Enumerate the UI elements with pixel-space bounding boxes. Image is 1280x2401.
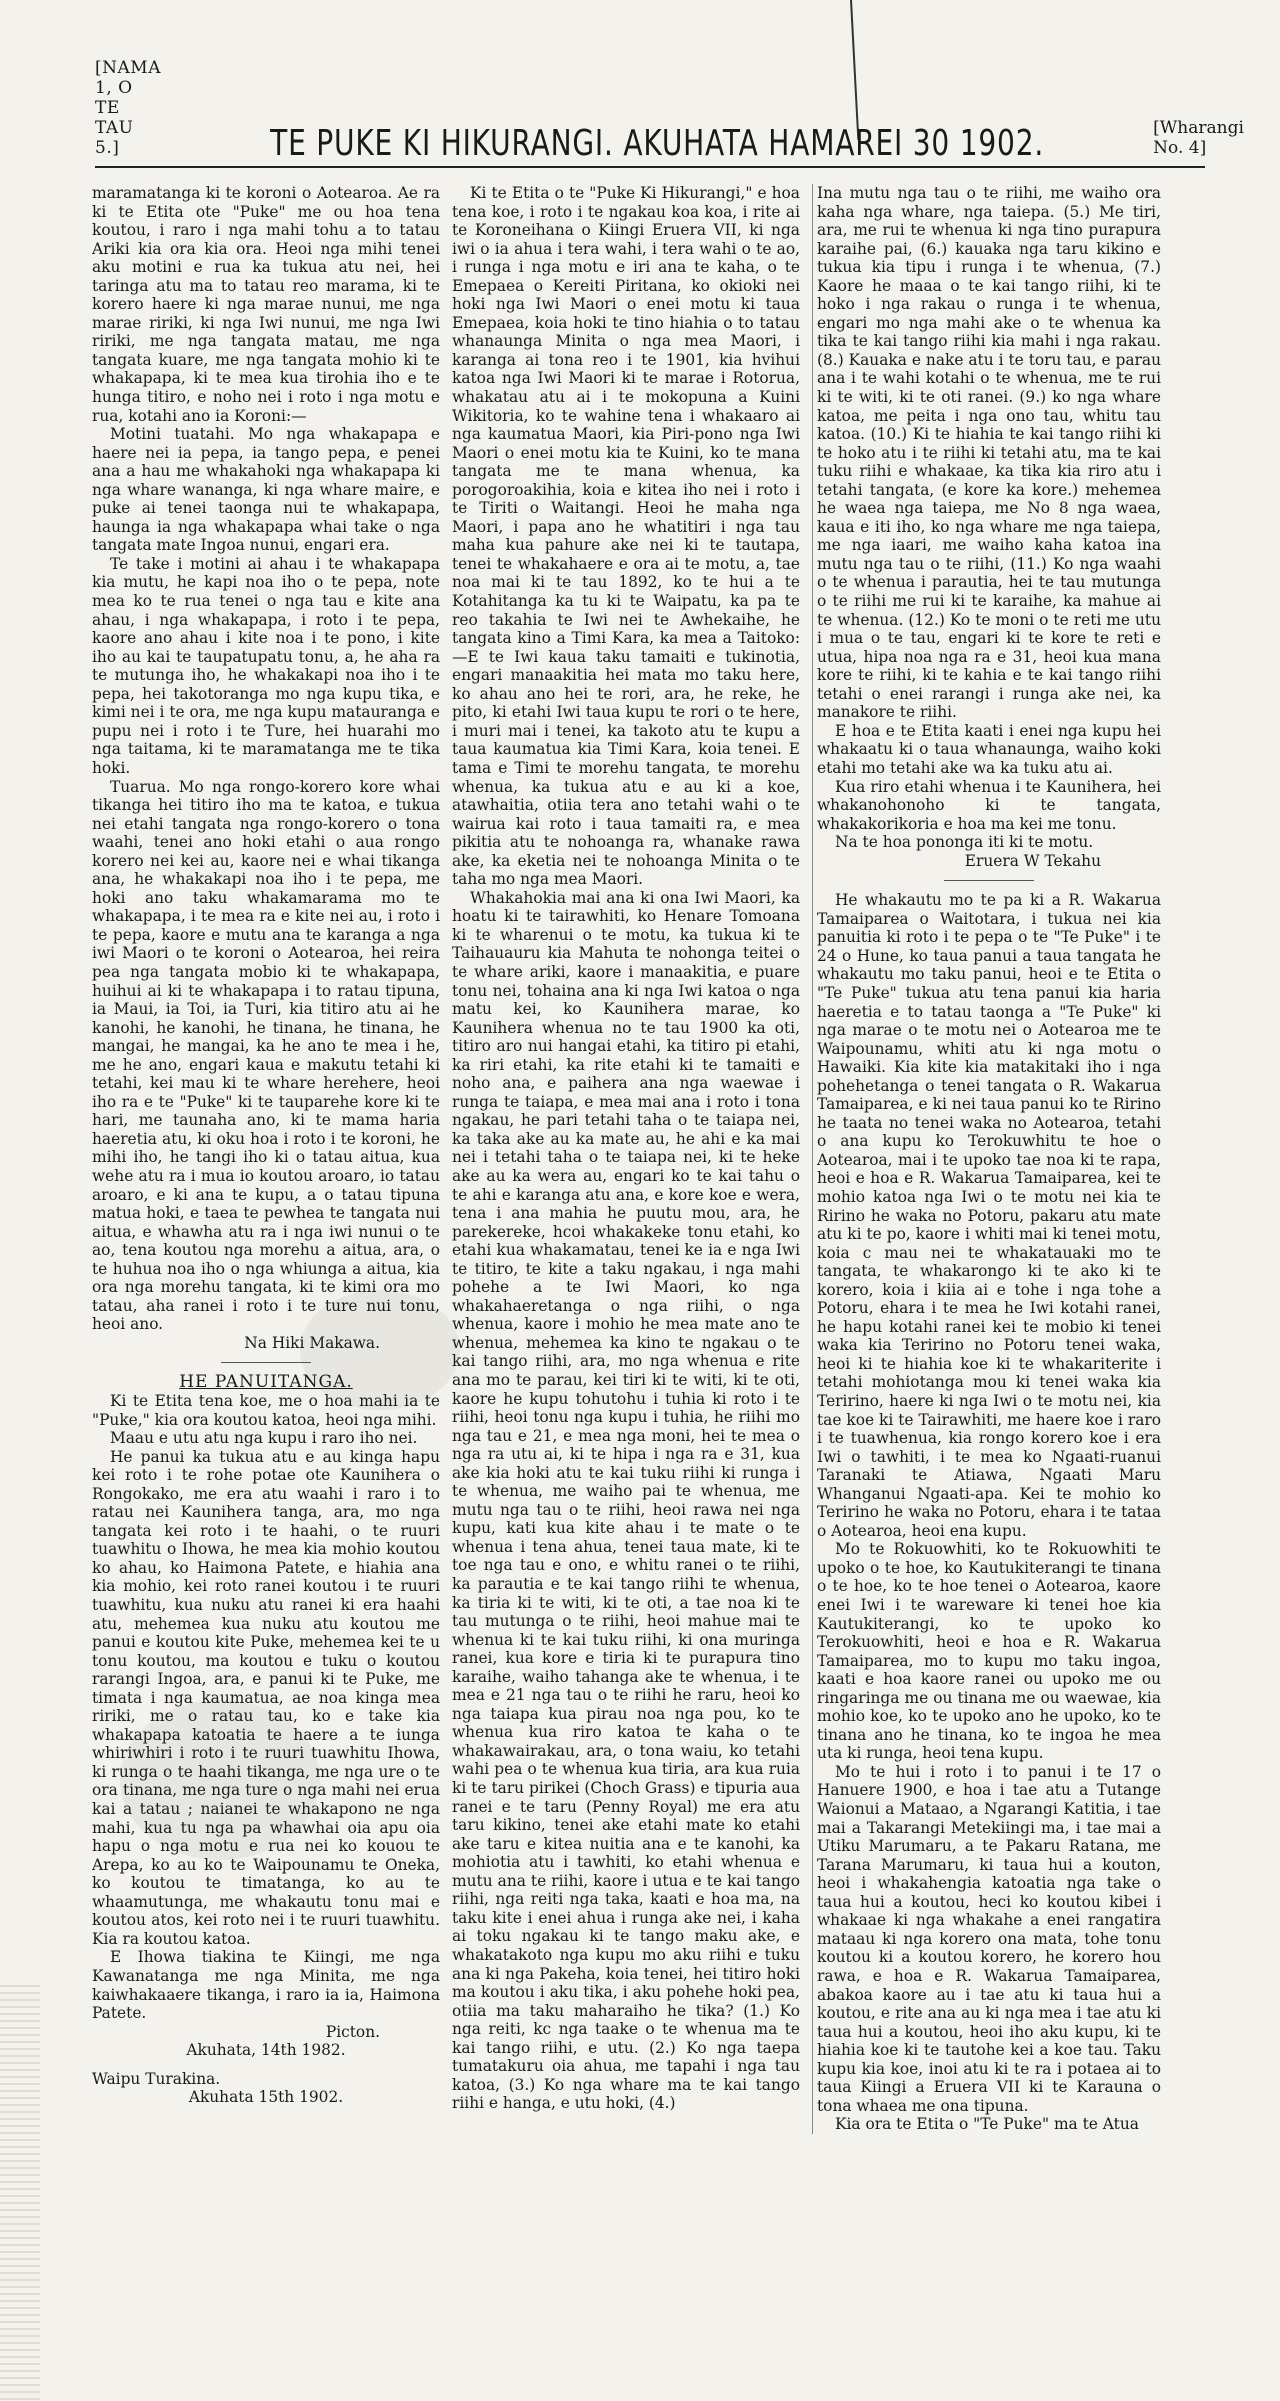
article-paragraph: Tuarua. Mo nga rongo-korero kore whai tikanga hei titiro iho ma te katoa, e tukua nei etahi tangata nga rongo-korero o tona waahi, tenei ano hoki etahi o aua rongo korero nei kei au, kaore nei e whai tikanga ana, he whakakapi noa iho i te pepa, me hoki ano taku whakamarama mo te whakapapa, i te mea ra e kite nei au, i roto i te pepa, kaore e mutu ana te karanga a nga iwi Maori o te koroni o Aotearoa, hei reira pea nga tangata mobio ki te whakapapa, huihui ai ki te whakapapa i to ratau tipuna, ia Maui, ia Toi, ia Turi, kia titiro atu ai he kanohi, he kanohi, he tinana, he tinana, he mangai, he mangai, ka he ano te mea i he, me he ano, engari kaua e makutu tetahi ki tetahi, kei mau ki te whare herehere, heoi iho ra e te "Puke" ki te tauparehe kore ki te hari, me taunaha ano, ki te mama haria haeretia atu, ki oku hoa i roto i te koroni, he mihi iho, he tangi iho ki o tatau aitua, kua wehe atu ra i mua io koutou aroaro, io tatau aroaro, e ki ana te kupu, a o tatau tipuna matua hoki, e taea te pewhea te tangata nui aitua, e whawha atu ra i nga iwi nunui o te ao, tena koutou nga morehu a aitua, ara, o te huhua noa iho o nga whiunga a aitua, kia ora nga morehu tangata, ki te kimi ora mo tatau, aha ranei i roto i te ture nui tonu, heoi ano.: [92, 777, 440, 1334]
section-heading: HE PANUITANGA.: [179, 1372, 353, 1393]
signature: Waipu Turakina.: [92, 2069, 221, 2088]
column-1: [92, 184, 440, 2107]
dateline: Akuhata, 14th 1982.: [186, 2041, 346, 2060]
article-paragraph: Kua riro etahi whenua i te Kaunihera, hei whakanohonoho ki te tangata, whakakorikoria e hoa ma kei me tonu.: [817, 777, 1161, 833]
article-paragraph: He panui ka tukua atu e au kinga hapu kei roto i te rohe potae ote Kaunihera o Rongokako, me era atu waahi i raro i to ratau nei Kaunihera tanga, ara, mo nga tangata kei roto i te haahi, o te ruuri tuawhitu o Ihowa, he mea kia mohio koutou ko ahau, ko Haimona Patete, e hiahia ana kia mohio, kei roto ranei koutou i te ruuri tuawhitu, kua nuku atu ranei ki era haahi atu, mehemea kua nuku atu koutou me panui e koutou kite Puke, mehemea kei te u tonu koutou, ma koutou e tuku o koutou rarangi Ingoa, ara, e panui ki te Puke, me timata i nga kaumatua, ae noa kinga mea ririki, me o ratau tau, ko e take kia whakapapa katoatia te haere a te iunga whiriwhiri i roto i te ruuri tuawhitu Ihowa, ki runga o te haahi tikanga, me nga ure o te ora tinana, me nga ture o nga mahi nei erua kai a tatau ; naianei te whakapono ne nga mahi, kua tu nga pa whawhai oia apu oia hapu o nga motu e rua nei ko kouou te Arepa, ko au ko te Waipounamu te Oneka, ko koutou te timatanga, ko au te whaamutunga, me whakautu tonu mai e koutou atos, kei roto nei i te ruuri tuawhitu. Kia ra koutou katoa.: [92, 1447, 440, 1948]
article-paragraph: Kia ora te Etita o "Te Puke" ma te Atua: [835, 2115, 1139, 2134]
article-paragraph: Ki te Etita o te "Puke Ki Hikurangi," e hoa tena koe, i roto i te ngakau koa koa, i rite ai te Koroneihana o Kiingi Eruera VII, ki nga iwi o ia ahua i tera wahi, i tera wahi o te ao, i runga i nga motu e iri ana te kaha, o te Emepaea o Kereiti Piritana, ko okioki nei hoki nga Iwi Maori o enei motu ki taua Emepaea, koia hoki te tino hiahia o to tatau whanaunga Minita o nga mea Maori, i karanga ai tona reo i te 1901, kia hvihui katoa nga Iwi Maori ki te marae i Rotorua, whakatau atu ai i te mokopuna a Kuini Wikitoria, ko te wahine tena i whakaaro ai nga kaumatua Maori, kia Piri-pono nga Iwi Maori o enei motu kia te Kuini, ko te mana tangata me te mana whenua, ka porogoroakihia, koia e kitea iho nei i roto i te Tiriti o Waitangi. Heoi he maha nga Maori, i papa ano he whatitiri i nga tau maha kua pahure ake nei ki te tautapa, tenei te whakahaere e ora ai te motu, a, tae noa mai ki te tau 1892, ko te hui a te Kotahitanga ka tu ki te Waipatu, ka pa te reo takahia te Iwi nei te Awhekaihe, he tangata kino a Timi Kara, ka mea a Taitoko:—E te Iwi kaua taku tamaiti e tukinotia, engari manaakitia hei mata mo taku here, ko ahau ano hei te rori, ara, he reke, he pito, ki etahi Iwi taua kupu te rori o te here, i muri mai i tenei, ka takoto atu te kupu a taua kaumatua kia Timi Kara, koia tenei. E tama e Timi te morehu tangata, te morehu whenua, ka tukua atu e au ki a koe, atawhaitia, otiia tera ano tetahi wahi o te wairua kai roto i taua tamaiti ra, e mea pikitia atu te nohoanga ra, whanake rawa ake, ka eketia nei te nohoanga Minita o te taha mo nga mea Maori.: [452, 184, 800, 889]
article-paragraph: He whakautu mo te pa ki a R. Wakarua Tamaiparea o Waitotara, i tukua nei kia panuitia ki roto i te pepa o te "Te Puke" i te 24 o Hune, ko taua panui a taua tangata he whakautu mo taku panui, heoi e te Etita o "Te Puke" tukua atu tena panui kia haria haeretia e to tatau taonga a "Te Puke" ki nga marae o te motu nei o Aotearoa me te Waipounamu, whiti atu ki nga motu o Hawaiki. Kia kite kia matakitaki iho i nga pohehetanga o tenei tangata o R. Wakarua Tamaiparea, e ki nei taua panui ko te Ririno he taata no tenei waka no Aotearoa, tetahi o ana kupu ko Terokuwhitu te hoe o Aotearoa, mai i te upoko tae noa ki te rapa, heoi e hoa e R. Wakarua Tamaiparea, kei te mohio katoa nga Iwi o te motu nei kia te Ririno he waka no Potoru, pakaru atu mate atu ki te po, kaore i whiti mai ki tenei motu, koia c mau nei te whakatauaki mo te tangata, te whakarongo ki te ako ki te korero, koia i kiia ai e tohe i nga tohe a Potoru, ehara i te mea he Iwi kotahi ranei, he hapu kotahi ranei kei te mobio ki tenei waka kia Teririno no Potoru tenei waka, heoi ki te hiahia koe ki te whakariterite i tetahi mohiotanga mou ki tenei waka kia Teririno, haere ki nga Iwi o te motu nei, kia tae koe ki te Tairawhiti, me haere koe i raro i te tuawhenua, kia rongo korero koe i era Iwi o tawhiti, i te mea ko Ngaati-ruanui Taranaki te Atiawa, Ngaati Maru Whanganui Ngaati-apa. Kei te mohio ko Teririno he waka no Potoru, ehara i te tataa o Aotearoa, heoi ena kupu.: [817, 891, 1161, 1540]
article-paragraph: Mo te hui i roto i to panui i te 17 o Hanuere 1900, e hoa i tae atu a Tutange Waionui a Mataao, a Ngarangi Katitia, i tae mai a Takarangi Metekiingi ma, i tae mai a Utiku Marumaru, a te Pakaru Ratana, me Tarana Marumaru, ki taua hui a kouton, heoi i whakahengia katoatia nga take o taua hui a koutou, heci ko koutou kibei i whakaae ki nga whakahe a enei rangatira mataau ki nga korero ona mata, tohe tonu koutou ki a koutou korero, he korero hou rawa, e hoa e R. Wakarua Tamaiparea, abakoa kaore au i tae atu ki taua hui a koutou, e rite ana au ki nga mea i tae atu ki taua hui a koutou, heoi iho aku kupu, ki te hiahia koe ki te tautohe kei a koe tau. Taku kupu kia koe, inoi atu ki te ra i potaea ai to taua Kiingi a Eruera VII ki te Karauna o tona whaea me ona tipuna.: [817, 1762, 1161, 2115]
article-paragraph: Whakahokia mai ana ki ona Iwi Maori, ka hoatu ki te tairawhiti, ko Henare Tomoana ki te wharenui o te motu, ka tukua ki te Taihauauru kia Mahuta te nohonga teitei o te whare ariki, kaore i manaakitia, e puare tonu nei, tohaina ana ki nga Iwi katoa o nga matu kei, ko Kaunihera marae, ko Kaunihera whenua no te tau 1900 ka oti, titiro aro nui hangai etahi, ka titiro pi etahi, ka riri etahi, ka rite etahi ki te tamaiti e noho ana, e paihera ana nga waewae i runga te taiapa, e mea mai ana i roto i tona ngakau, he pari tetahi taha o te taiapa nei, ka taka ake au ka mate au, he ahi e ka mai nei i tetahi taha o te taiapa nei, ki te heke ake au ka wera au, engari ko te kai tahu o te ahi e karanga atu ana, e kore koe e wera, tena i ana mahia he puutu mou, ara, he parekereke, hcoi whakakeke tonu etahi, ko etahi kua whakamatau, tenei ke ia e nga Iwi te titiro, te kite a taku ngakau, i nga mahi pohehe a te Iwi Maori, ko nga whakahaeretanga o nga riihi, o nga whenua, kaore i mohio he mea mate ano te whenua, mehemea ka kino te ngakau o te kai tango riihi, ara, mo nga whenua e rite ana mo te parau, kei tiri ki te witi, ki te oti, kaore he kupu tohutohu i tuhia ki roto i te riihi, heoi tonu nga kupu i tuhia, he riihi mo nga tau e 21, e mea nga moni, hei te mea o nga ra utu ai, ki te hipa i nga ra e 31, kua ake kia hoki atu te kai tuku riihi ki runga i te whenua, me waiho pai te whenua, me mutu nga tau o te riihi, heoi rawa nei nga kupu, kati kua kite ahau i te mate o te whenua i tena ahua, tenei taua mate, ki te toe nga tau e ono, e whitu ranei o te riihi, ka parautia e te kai tango riihi te whenua, ka tiria ki te witi, ki te oti, a tae noa ki te tau mutunga o te riihi, heoi mahue mai te whenua ki te kai tuku riihi, ki ona muringa ranei, kua kore e tiria ki te purapura tino karaihe, waiho tahanga ake te whenua, i te mea e 21 nga tau o te riihi he raru, heoi ko nga taiapa kua pirau noa nga pou, ko te whenua kua riro katoa te kaha o te whakawairakau, ara, o tona waiu, ko tetahi wahi pea o te whenua kua tiria, ara kua ruia ki te taru pirikei (Choch Grass) e tipuria aua ranei e te taru (Penny Royal) me era atu taru kikino, tenei ake etahi mate ko etahi ake taru e kitea nuitia ana e te kanohi, ka mohiotia atu i tawhiti, ko etahi whenua e mutu ana te riihi, kaore i utua e te kai tango riihi, nga reiti nga taka, kaati e hoa ma, na taku kite i enei ahua i runga ake nei, i kaha ai toku ngakau ki te tango maku ake, e whakatakoto nga kupu mo aku riihi e tuku ana ki nga Pakeha, koia tenei, hei titiro hoki ma koutou i aku tika, i aku pohehe hoki pea, otiia ma taku maharaiho he tika? (1.) Ko nga reiti, kc nga taake o te whenua ma te kai tango riihi, e utu. (2.) Ko nga taepa tumatakuru oia ahua, me tapahi i nga tau katoa, (3.) Ko nga whare ma te kai tango riihi e hanga, e utu hoki, (4.): [452, 888, 800, 2113]
divider: [944, 880, 1034, 881]
article-paragraph: Te take i motini ai ahau i te whakapapa kia mutu, he kapi noa iho o te pepa, note mea ko te rua tenei o nga tau e kite ana ahau, i nga whakapapa, i roto i te pepa, kaore ano ahau i kite noa i te pono, i kite iho au kai te taupatupatu tonu, a, he aha ra te mutunga iho, he whakakapi noa iho i te pepa, hei takotoranga mo nga kupu tika, e kimi nei i te ora, me nga kupu matauranga e pupu nei i roto i te Ture, hei huarahi mo nga taitama, ki te maramatanga me te tika hoki.: [92, 554, 440, 777]
signature: Picton.: [325, 2022, 380, 2041]
signature: Eruera W Tekahu: [964, 851, 1101, 870]
column-2: [452, 184, 800, 2113]
page-number: [Wharangi No. 4]: [1153, 118, 1244, 158]
article-paragraph: maramatanga ki te koroni o Aotearoa. Ae ra ki te Etita ote "Puke" me ou hoa tena koutou, i raro i nga mahi tohu a to tatau Ariki kia ora kia ora. Heoi nga mihi tenei aku motini e rua ka tukua atu nei, hei taringa atu ma to tatau reo marama, ki te korero haere ki nga marae nunui, me nga marae ririki, ki nga Iwi nunui, me nga Iwi ririki, me nga tangata matau, me nga tangata kuare, me nga tangata mohio ki te whakapapa, ki te mea kua tirohia iho e te hunga titiro, e noho nei i roto i nga motu e rua, kotahi ano ia Koroni:—: [92, 184, 440, 425]
torn-edge: [0, 1980, 40, 2400]
article-paragraph: Mo te Rokuowhiti, ko te Rokuowhiti te upoko o te hoe, ko Kautukiterangi te tinana o te hoe, ko te hoe tenei o Aotearoa, kaore enei Iwi i te wareware ki tenei hoe kia Kautukiterangi, ko te upoko ko Terokuowhiti, heoi e hoa e R. Wakarua Tamaiparea, mo to kupu mo taku ingoa, kaati e hoa kaore ranei ou upoko me ou ringaringa me ou tinana me ou waewae, kia mohio koe, ko te upoko ano he upoko, ko te tinana ano he tinana, ko te ingoa he mea uta ki runga, heoi tena kupu.: [817, 1540, 1161, 1763]
dateline: Akuhata 15th 1902.: [188, 2088, 344, 2107]
article-paragraph: Maau e utu atu nga kupu i raro iho nei.: [110, 1429, 418, 1448]
article-paragraph: E hoa e te Etita kaati i enei nga kupu hei whakaatu ki o taua whanaunga, waiho koki etahi mo tetahi ake wa ka tuku atu ai.: [817, 721, 1161, 777]
divider: [221, 1362, 311, 1363]
masthead: [95, 58, 1244, 168]
article-paragraph: Ki te Etita tena koe, me o hoa mahi ia te "Puke," kia ora koutou katoa, heoi nga mihi.: [92, 1392, 440, 1429]
issue-number: [NAMA 1, O TE TAU 5.]: [95, 58, 161, 158]
article-paragraph: E Ihowa tiakina te Kiingi, me nga Kawanatanga me nga Minita, me nga kaiwhakaaere tikanga, i raro ia ia, Haimona Patete.: [92, 1948, 440, 2023]
column-3: [812, 184, 1161, 2134]
signature: Na Hiki Makawa.: [244, 1333, 380, 1352]
newspaper-title: TE PUKE KI HIKURANGI. AKUHATA HAMAREI 30 1902.: [270, 123, 1045, 164]
article-paragraph: Na te hoa pononga iti ki te motu.: [835, 833, 1094, 852]
article-paragraph: Ina mutu nga tau o te riihi, me waiho ora kaha nga whare, nga taiepa. (5.) Me tiri, ara, me rui te whenua ki nga tino purapura karaihe pai, (6.) kauaka nga taru kikino e tukua kia tipu i runga i te whenua, (7.) Kaore he maaa o te kai tango riihi, ki te hoko i nga rakau o runga i te whenua, engari mo nga mahi ake o te whenua ka tika te kai tango riihi kia mahi i nga rakau. (8.) Kauaka e nake atu i te toru tau, e parau ana i te wahi kotahi o te whenua, me te rui ki te witi, ki te oti ranei. (9.) ko nga whare katoa, me peita i nga ono tau, whitu tau katoa. (10.) Ki te hiahia te kai tango riihi ki te hoko atu i te riihi ki tetahi atu, ma te kai tuku riihi e whakaae, ka tika kia riro atu i tetahi tangata, (e kore ka kore.) mehemea he waea nga taiepa, me No 8 nga waea, kaua e iti iho, ko nga whare me nga taiepa, me nga iaari, me waiho kaha katoa ina mutu nga tau o te riihi, (11.) Ko nga waahi o te whenua i parautia, hei te tau mutunga o te riihi me rui ki te karaihe, ka mahue ai te whenua. (12.) Ko te moni o te reti me utu i mua o te tau, engari ki te kore te reti e utua, hipa noa nga ra e 31, heoi kua mana kore te riihi, ki te kahia e te kai tango riihi tetahi o enei rarangi i runga ake nei, ka manakore te riihi.: [817, 184, 1161, 722]
article-paragraph: Motini tuatahi. Mo nga whakapapa e haere nei ia pepa, ia tango pepa, e penei ana a hau me whakahoki nga whakapapa ki nga whare wananga, ki nga whare maire, e puke ai tenei taonga nui te whakapapa, haunga ia nga whakapapa whai take o nga tangata mate Ingoa nunui, engari era.: [92, 425, 440, 555]
